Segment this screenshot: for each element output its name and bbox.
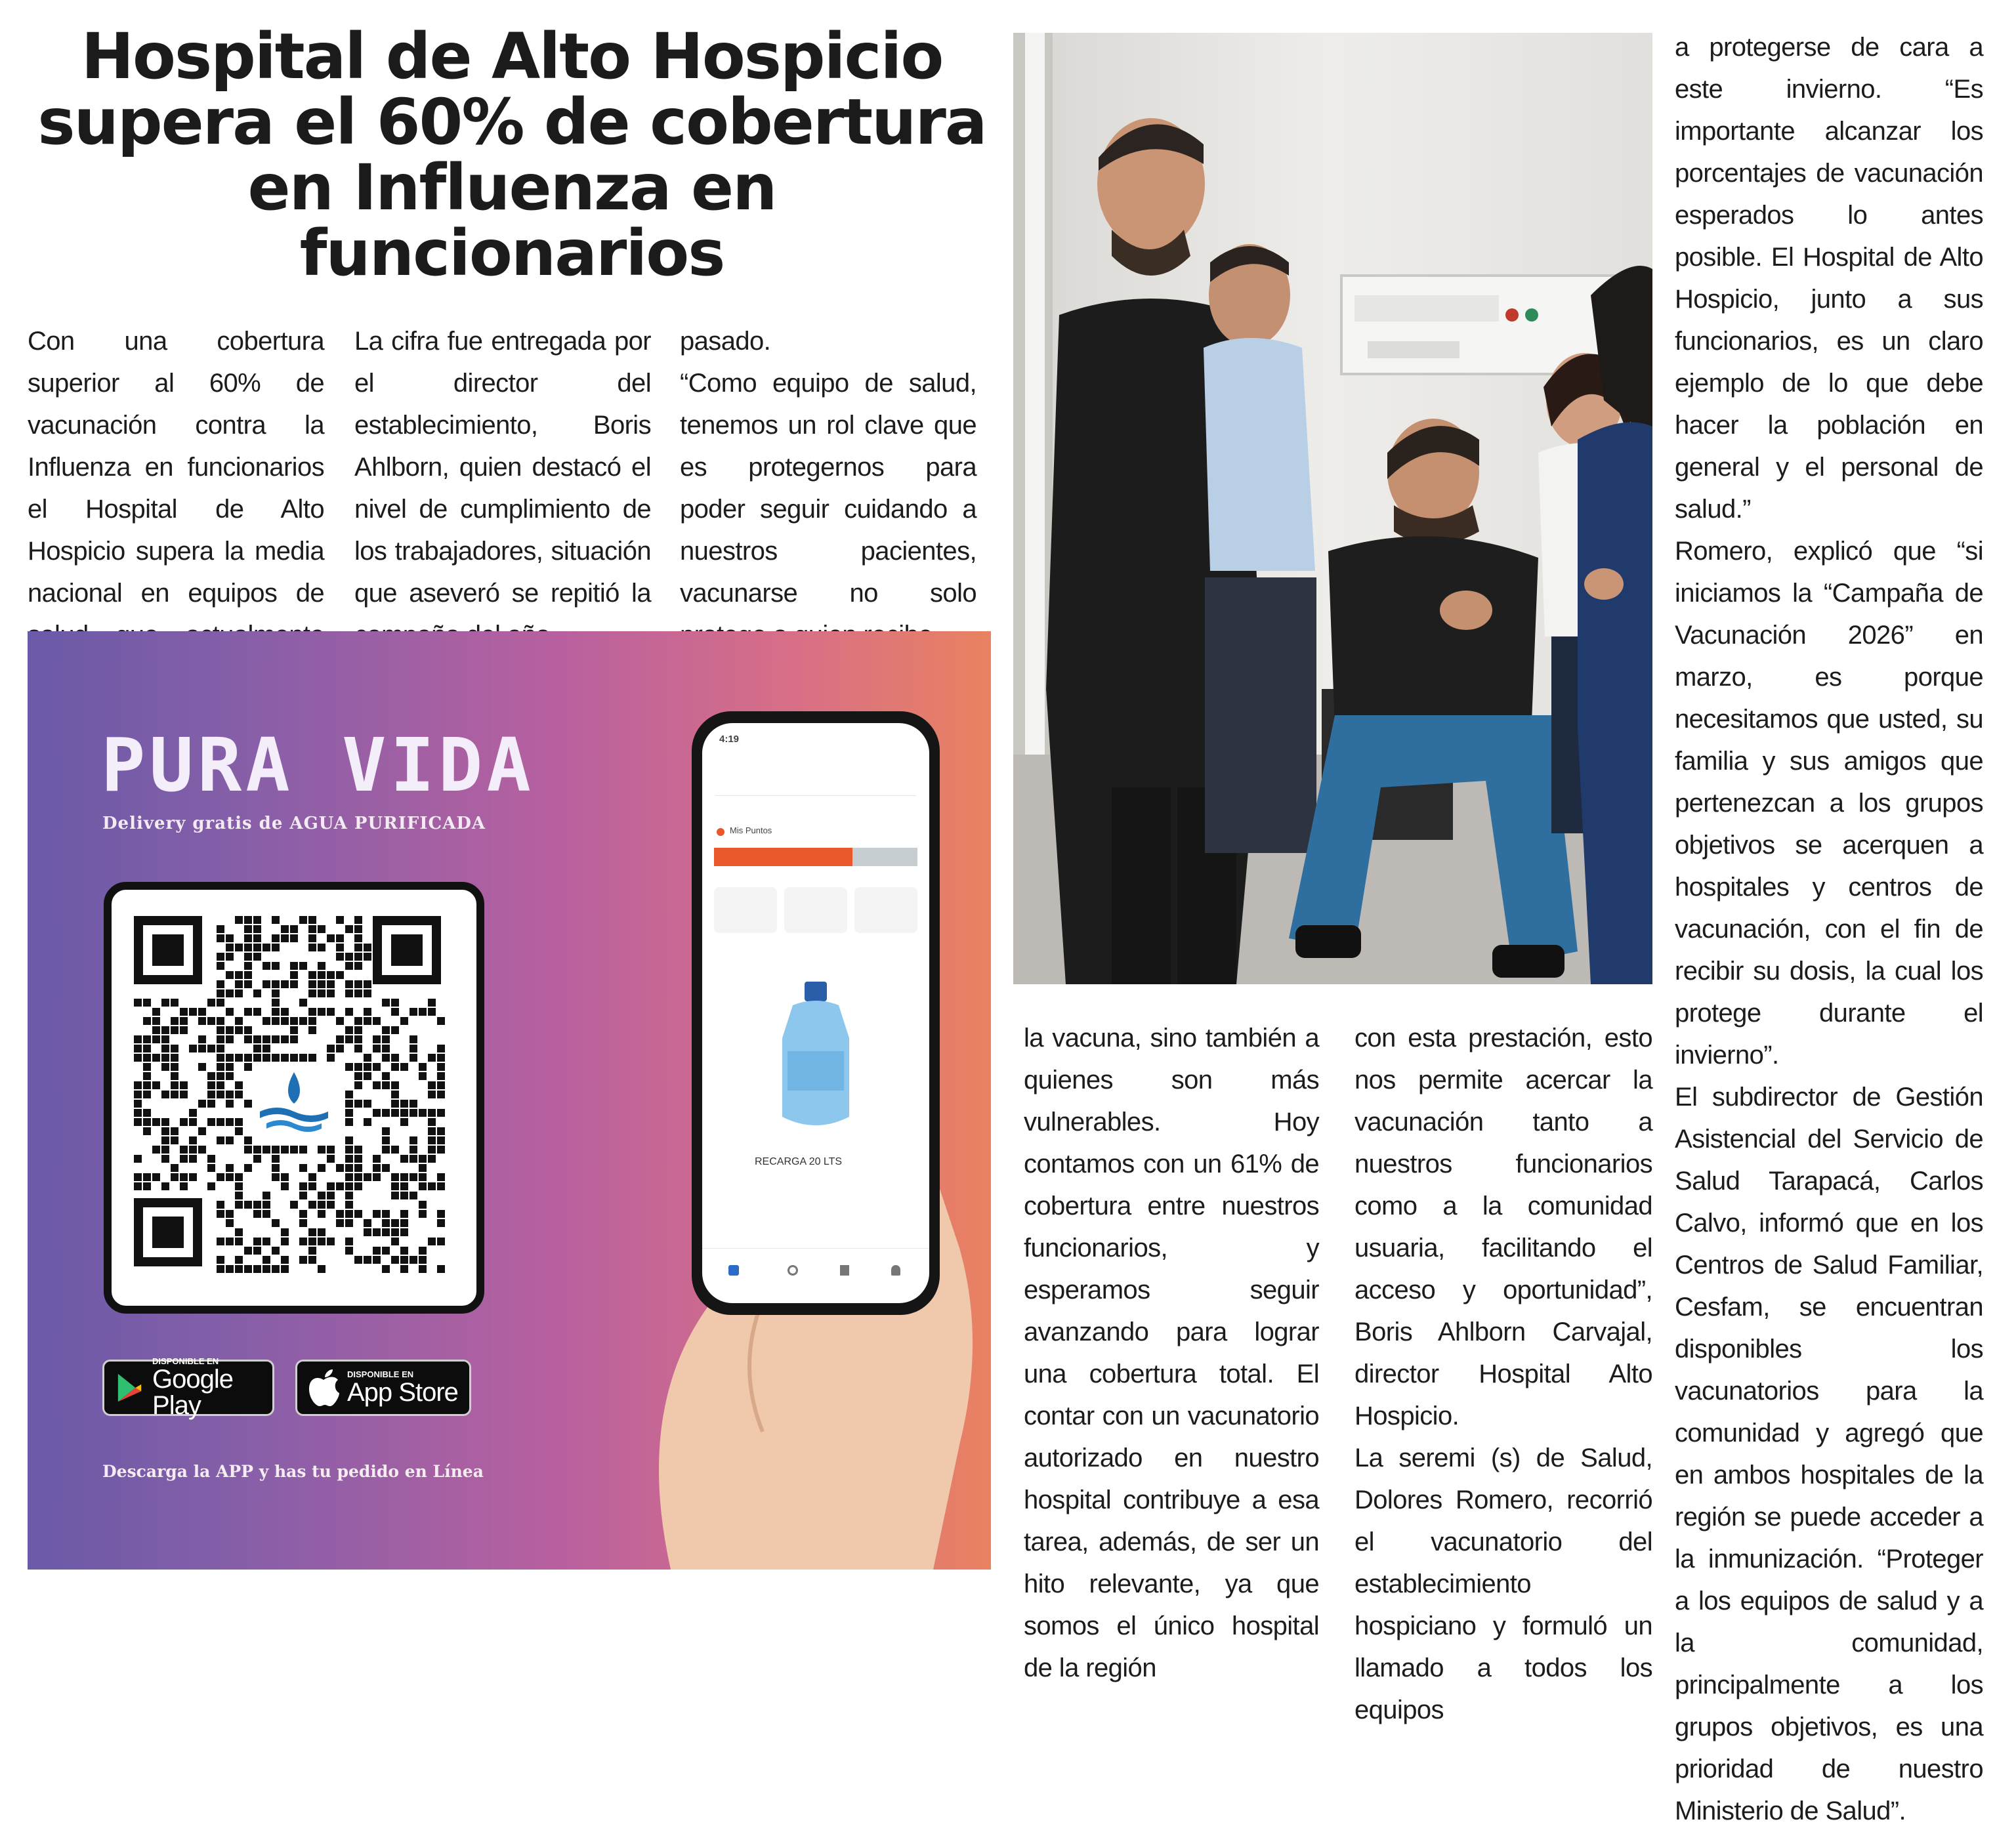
article-paragraph: la vacuna, sino también a quienes son más vulnerables. Hoy contamos con un 61% de cobertura entre nuestros funcionarios, y esperamos seguir avanzando para lograr una cobertura total. El contar con un vacunatorio autorizado en nuestro hospital contribuye a esa tarea, además, de ser un hito relevante, ya que somos el único hospital de la región (1024, 1024, 1319, 1682)
ad-tagline: Delivery gratis de AGUA PURIFICADA (102, 814, 486, 833)
points-label: Mis Puntos (730, 825, 772, 835)
app-tile[interactable] (854, 887, 917, 933)
google-play-button[interactable] (102, 1356, 274, 1420)
points-progress-fill (714, 848, 852, 866)
article-paragraph: Romero, explicó que “si iniciamos la “Campaña de Vacunación 2026” en marzo, es porque necesitamos que usted, su familia y sus amigos que pertenezcan a los grupos objetivos se acerquen a hospitales y centros de vacunación, con el fin de recibir su dosis, la cual los protege durante el invierno”. (1675, 537, 1983, 1070)
google-play-label: Google Play (152, 1365, 234, 1420)
google-play-icon (112, 1368, 147, 1407)
pura-vida-ad (28, 631, 991, 1570)
app-tile[interactable] (714, 887, 777, 933)
article-column-3 (680, 320, 976, 656)
app-store-label: App Store (347, 1378, 458, 1407)
home-icon[interactable] (728, 1265, 739, 1276)
article-paragraph: El subdirector de Gestión Asistencial del Servicio de Salud Tarapacá, Carlos Calvo, informó que en los Centros de Salud Familiar, Cesfam, se encuentran disponibles los vacunatorios para la comunidad y agregó que en ambos hospitales de la región se puede acceder a la inmunización. “Proteger a los equipos de salud y a la comunidad, principalmente a los grupos objetivos, es una prioridad de nuestro Ministerio de Salud”. (1675, 1083, 1983, 1825)
article-column-6 (1675, 26, 1983, 1832)
article-paragraph: La cifra fue entregada por el director del establecimiento, Boris Ahlborn, quien destacó el nivel de cumplimiento de los trabajadores, situación que aseveró se repitió la (354, 327, 651, 608)
phone-time: 4:19 (719, 734, 740, 745)
article-paragraph: pasado. (680, 327, 771, 356)
app-store-small: DISPONIBLE EN (347, 1369, 414, 1379)
article-column-4 (1024, 1017, 1319, 1689)
points-progress-track (714, 848, 917, 866)
app-store-button[interactable] (295, 1360, 471, 1416)
apple-icon (305, 1368, 342, 1407)
ad-brand: PURA VIDA (101, 723, 535, 808)
product-title: RECARGA 20 LTS (755, 1156, 843, 1167)
water-jug-icon (773, 979, 858, 1136)
article-paragraph: La seremi (s) de Salud, Dolores Romero, recorrió el vacunatorio del establecimiento hospiciano y formuló un llamado a todos los equipos (1354, 1444, 1652, 1724)
cart-icon[interactable] (840, 1265, 849, 1276)
app-screen (702, 723, 929, 1303)
article-column-2 (354, 320, 651, 656)
vaccination-photo (1013, 33, 1652, 984)
article-paragraph: con esta prestación, esto nos permite acercar la vacunación tanto a nuestros funcionarios como a la comunidad usuaria, facilitando el acceso y oportunidad”, Boris Ahlborn Carvajal, director Hospital Alto Hospicio. (1354, 1024, 1652, 1430)
google-play-small: DISPONIBLE EN (152, 1356, 219, 1366)
phone-mockup (692, 711, 940, 1315)
qr-code-icon (112, 890, 476, 1306)
headline-line-2: supera el 60% de cobertura (37, 85, 986, 159)
article-paragraph: a protegerse de cara a este invierno. “Es importante alcanzar los porcentajes de vacunación esperados lo antes posible. El Hospital de Alto Hospicio, junto a sus funcionarios, es un claro ejemplo de lo que debe hacer la población en general y el personal de salud.” (1675, 33, 1983, 524)
headline-line-3: en Influenza en funcionarios (247, 151, 776, 290)
app-tile[interactable] (784, 887, 847, 933)
history-icon[interactable] (788, 1265, 798, 1276)
qr-code[interactable] (104, 882, 484, 1314)
ad-footer: Descarga la APP y has tu pedido en Línea (102, 1462, 484, 1481)
headline (26, 20, 998, 290)
headline-line-1: Hospital de Alto Hospicio (81, 20, 943, 93)
profile-icon[interactable] (891, 1265, 900, 1276)
article-paragraph: “Como equipo de salud, tenemos un rol clave que es protegernos para poder seguir cuidando a nuestros pacientes, vacunarse no solo (680, 369, 976, 608)
article-column-5 (1354, 1017, 1652, 1731)
article-paragraph: Con una cobertura superior al 60% de vacunación contra la Influenza en funcionarios el Hospital de Alto Hospicio supera la media nacional en equipos de (28, 327, 324, 608)
